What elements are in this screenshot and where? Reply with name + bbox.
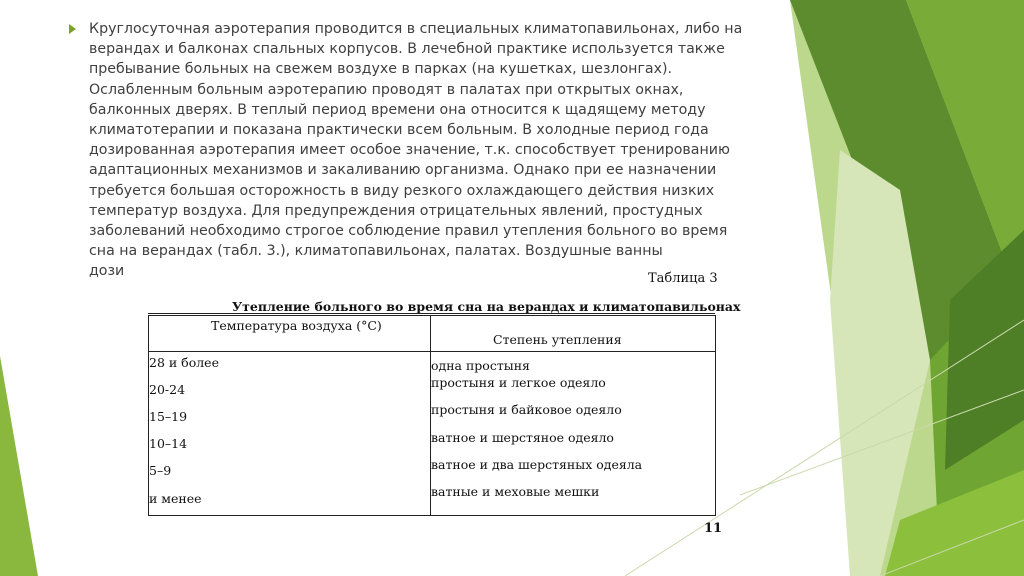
text-line: заболеваний необходимо строгое соблюдение правил утепления больного во время bbox=[89, 223, 728, 240]
text-line: Круглосуточная аэротерапия проводится в специальных климатопавильонах, либо на bbox=[89, 21, 743, 37]
temperature-value: 15–19 bbox=[149, 409, 188, 424]
body-paragraph bbox=[89, 19, 769, 282]
temperature-value: 5–9 bbox=[149, 463, 172, 478]
temperature-value: и менее bbox=[149, 491, 202, 506]
scanned-table-image bbox=[130, 268, 741, 548]
text-line: дози bbox=[89, 263, 125, 280]
text-line: климатотерапии и показана практически всем больным. В холодные период года bbox=[89, 122, 709, 139]
header-degree: Степень утепления bbox=[493, 332, 622, 347]
table-header-row bbox=[149, 316, 716, 352]
bullet-icon bbox=[69, 24, 76, 34]
header-cell-temperature bbox=[149, 316, 431, 352]
left-green-shape bbox=[0, 356, 38, 576]
temperature-column bbox=[149, 352, 431, 516]
title-underline bbox=[148, 313, 715, 314]
degree-column bbox=[431, 352, 716, 516]
temperature-value: 28 и более bbox=[149, 355, 219, 370]
table-body-row bbox=[149, 352, 716, 516]
text-line: адаптационных механизмов и закаливанию организма. Однако при ее назначении bbox=[89, 162, 717, 179]
text-line: дозированная аэротерапия имеет особое значение, т.к. способствует тренированию bbox=[89, 142, 730, 159]
text-line: пребывание больных на свежем воздухе в парках (на кушетках, шезлонгах). bbox=[89, 61, 673, 78]
degree-value: ватное и шерстяное одеяло bbox=[431, 430, 614, 445]
temperature-value: 20-24 bbox=[149, 382, 186, 397]
header-temperature: Температура воздуха (°C) bbox=[211, 318, 382, 333]
header-cell-degree bbox=[431, 316, 716, 352]
degree-value: простыня и байковое одеяло bbox=[431, 402, 622, 417]
text-line: Ослабленным больным аэротерапию проводят в палатах при открытых окнах, bbox=[89, 81, 684, 98]
text-line: требуется большая осторожность в виду резкого охлаждающего действия низких bbox=[89, 182, 715, 199]
text-line: верандах и балконах спальных корпусов. В лечебной практике используется также bbox=[89, 41, 725, 58]
degree-value: ватное и два шерстяных одеяла bbox=[431, 457, 643, 472]
insulation-table bbox=[148, 315, 716, 516]
temperature-value: 10–14 bbox=[149, 436, 188, 451]
table-title: Утепление больного во время сна на верандах и климатопавильонах bbox=[232, 299, 741, 314]
degree-value: ватные и меховые мешки bbox=[431, 484, 600, 499]
table-label: Таблица 3 bbox=[648, 271, 718, 286]
text-line: балконных дверях. В теплый период времени она относится к щадящему методу bbox=[89, 101, 706, 118]
degree-value: одна простыня bbox=[431, 358, 530, 373]
degree-value: простыня и легкое одеяло bbox=[431, 375, 606, 390]
page-number: 11 bbox=[704, 521, 723, 536]
text-line: температур воздуха. Для предупреждения отрицательных явлений, простудных bbox=[89, 202, 703, 219]
text-line: сна на верандах (табл. 3.), климатопавильонах, палатах. Воздушные ванны bbox=[89, 243, 663, 260]
